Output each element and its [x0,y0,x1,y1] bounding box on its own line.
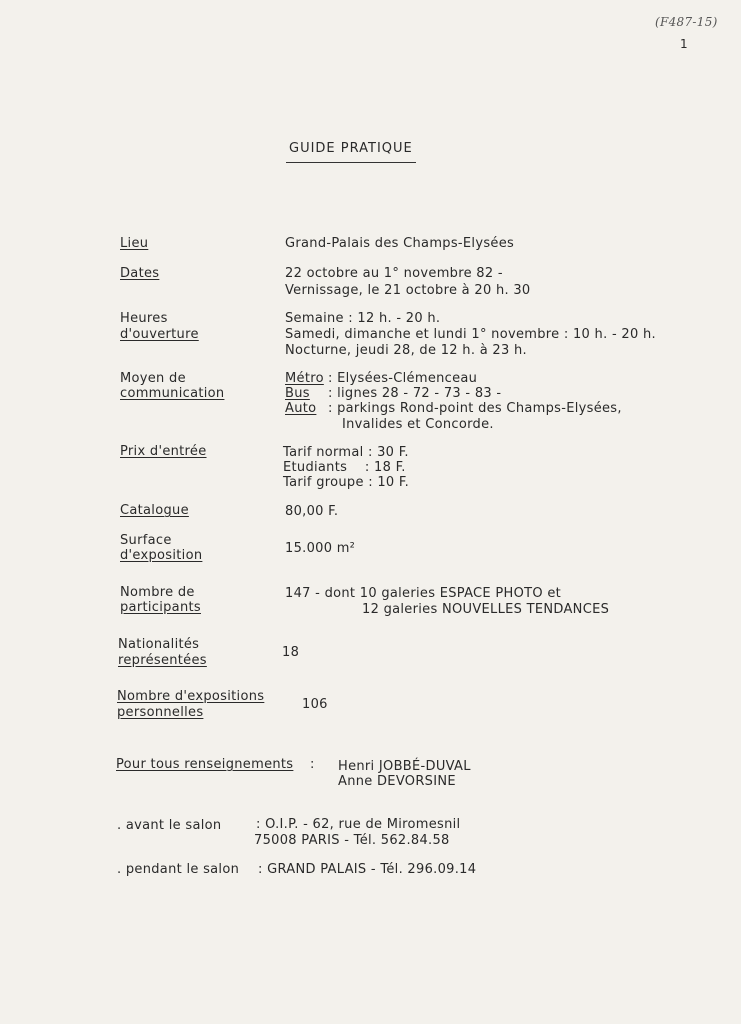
transport-text-bus: : lignes 28 - 72 - 73 - 83 - [328,386,502,401]
address-before-prefix: . avant le salon [117,818,222,833]
label-nationalites-line-2: représentées [118,653,207,668]
contact-colon: : [310,757,315,772]
transport-mode-auto: Auto [285,401,317,416]
label-participants-line-2: participants [120,600,201,615]
contact-name-2: Anne DEVORSINE [338,774,456,789]
address-before-line-1: : O.I.P. - 62, rue de Miromesnil [256,817,461,832]
page-number: 1 [680,37,688,51]
transport-mode-metro: Métro [285,371,324,386]
transport-text-metro: : Elysées-Clémenceau [328,371,478,386]
value-dates-line-1: 22 octobre au 1° novembre 82 - [285,266,503,281]
contact-label: Pour tous renseignements [116,757,294,772]
value-dates-line-2: Vernissage, le 21 octobre à 20 h. 30 [285,283,531,298]
label-surface-line-2: d'exposition [120,548,203,563]
address-before-line-2: 75008 PARIS - Tél. 562.84.58 [254,833,450,848]
label-communication-line-1: Moyen de [120,371,186,386]
margin-note: (F487-15) [655,15,718,29]
contact-name-1: Henri JOBBÉ-DUVAL [338,759,471,774]
value-surface: 15.000 m² [285,541,356,556]
label-prix: Prix d'entrée [120,444,207,459]
value-heures-line-1: Semaine : 12 h. - 20 h. [285,311,441,326]
value-prix-line-3: Tarif groupe : 10 F. [283,475,410,490]
label-nationalites-line-1: Nationalités [118,637,200,652]
label-participants-line-1: Nombre de [120,585,195,600]
value-participants-line-1: 147 - dont 10 galeries ESPACE PHOTO et [285,586,562,601]
label-heures-line-1: Heures [120,311,168,326]
label-surface-line-1: Surface [120,533,172,548]
label-heures-line-2: d'ouverture [120,327,199,342]
label-catalogue: Catalogue [120,503,189,518]
title-underline [286,162,416,163]
value-heures-line-2: Samedi, dimanche et lundi 1° novembre : 10 h. - 20 h. [285,327,656,342]
transport-text-auto: : parkings Rond-point des Champs-Elysées, [328,401,622,416]
page-title: GUIDE PRATIQUE [289,141,413,156]
label-dates: Dates [120,266,160,281]
transport-mode-bus: Bus [285,386,310,401]
value-nationalites: 18 [282,645,300,660]
value-expositions: 106 [302,697,328,712]
value-catalogue: 80,00 F. [285,504,339,519]
value-prix-line-2: Etudiants : 18 F. [283,460,406,475]
value-prix-line-1: Tarif normal : 30 F. [283,445,409,460]
address-during-line-1: : GRAND PALAIS - Tél. 296.09.14 [258,862,477,877]
value-lieu: Grand-Palais des Champs-Elysées [285,236,515,251]
value-participants-line-2: 12 galeries NOUVELLES TENDANCES [362,602,610,617]
label-expositions-line-1: Nombre d'expositions [117,689,265,704]
transport-text-auto-cont: Invalides et Concorde. [342,417,494,432]
label-lieu: Lieu [120,236,149,251]
label-expositions-line-2: personnelles [117,705,204,720]
value-heures-line-3: Nocturne, jeudi 28, de 12 h. à 23 h. [285,343,527,358]
label-communication-line-2: communication [120,386,225,401]
address-during-prefix: . pendant le salon [117,862,240,877]
